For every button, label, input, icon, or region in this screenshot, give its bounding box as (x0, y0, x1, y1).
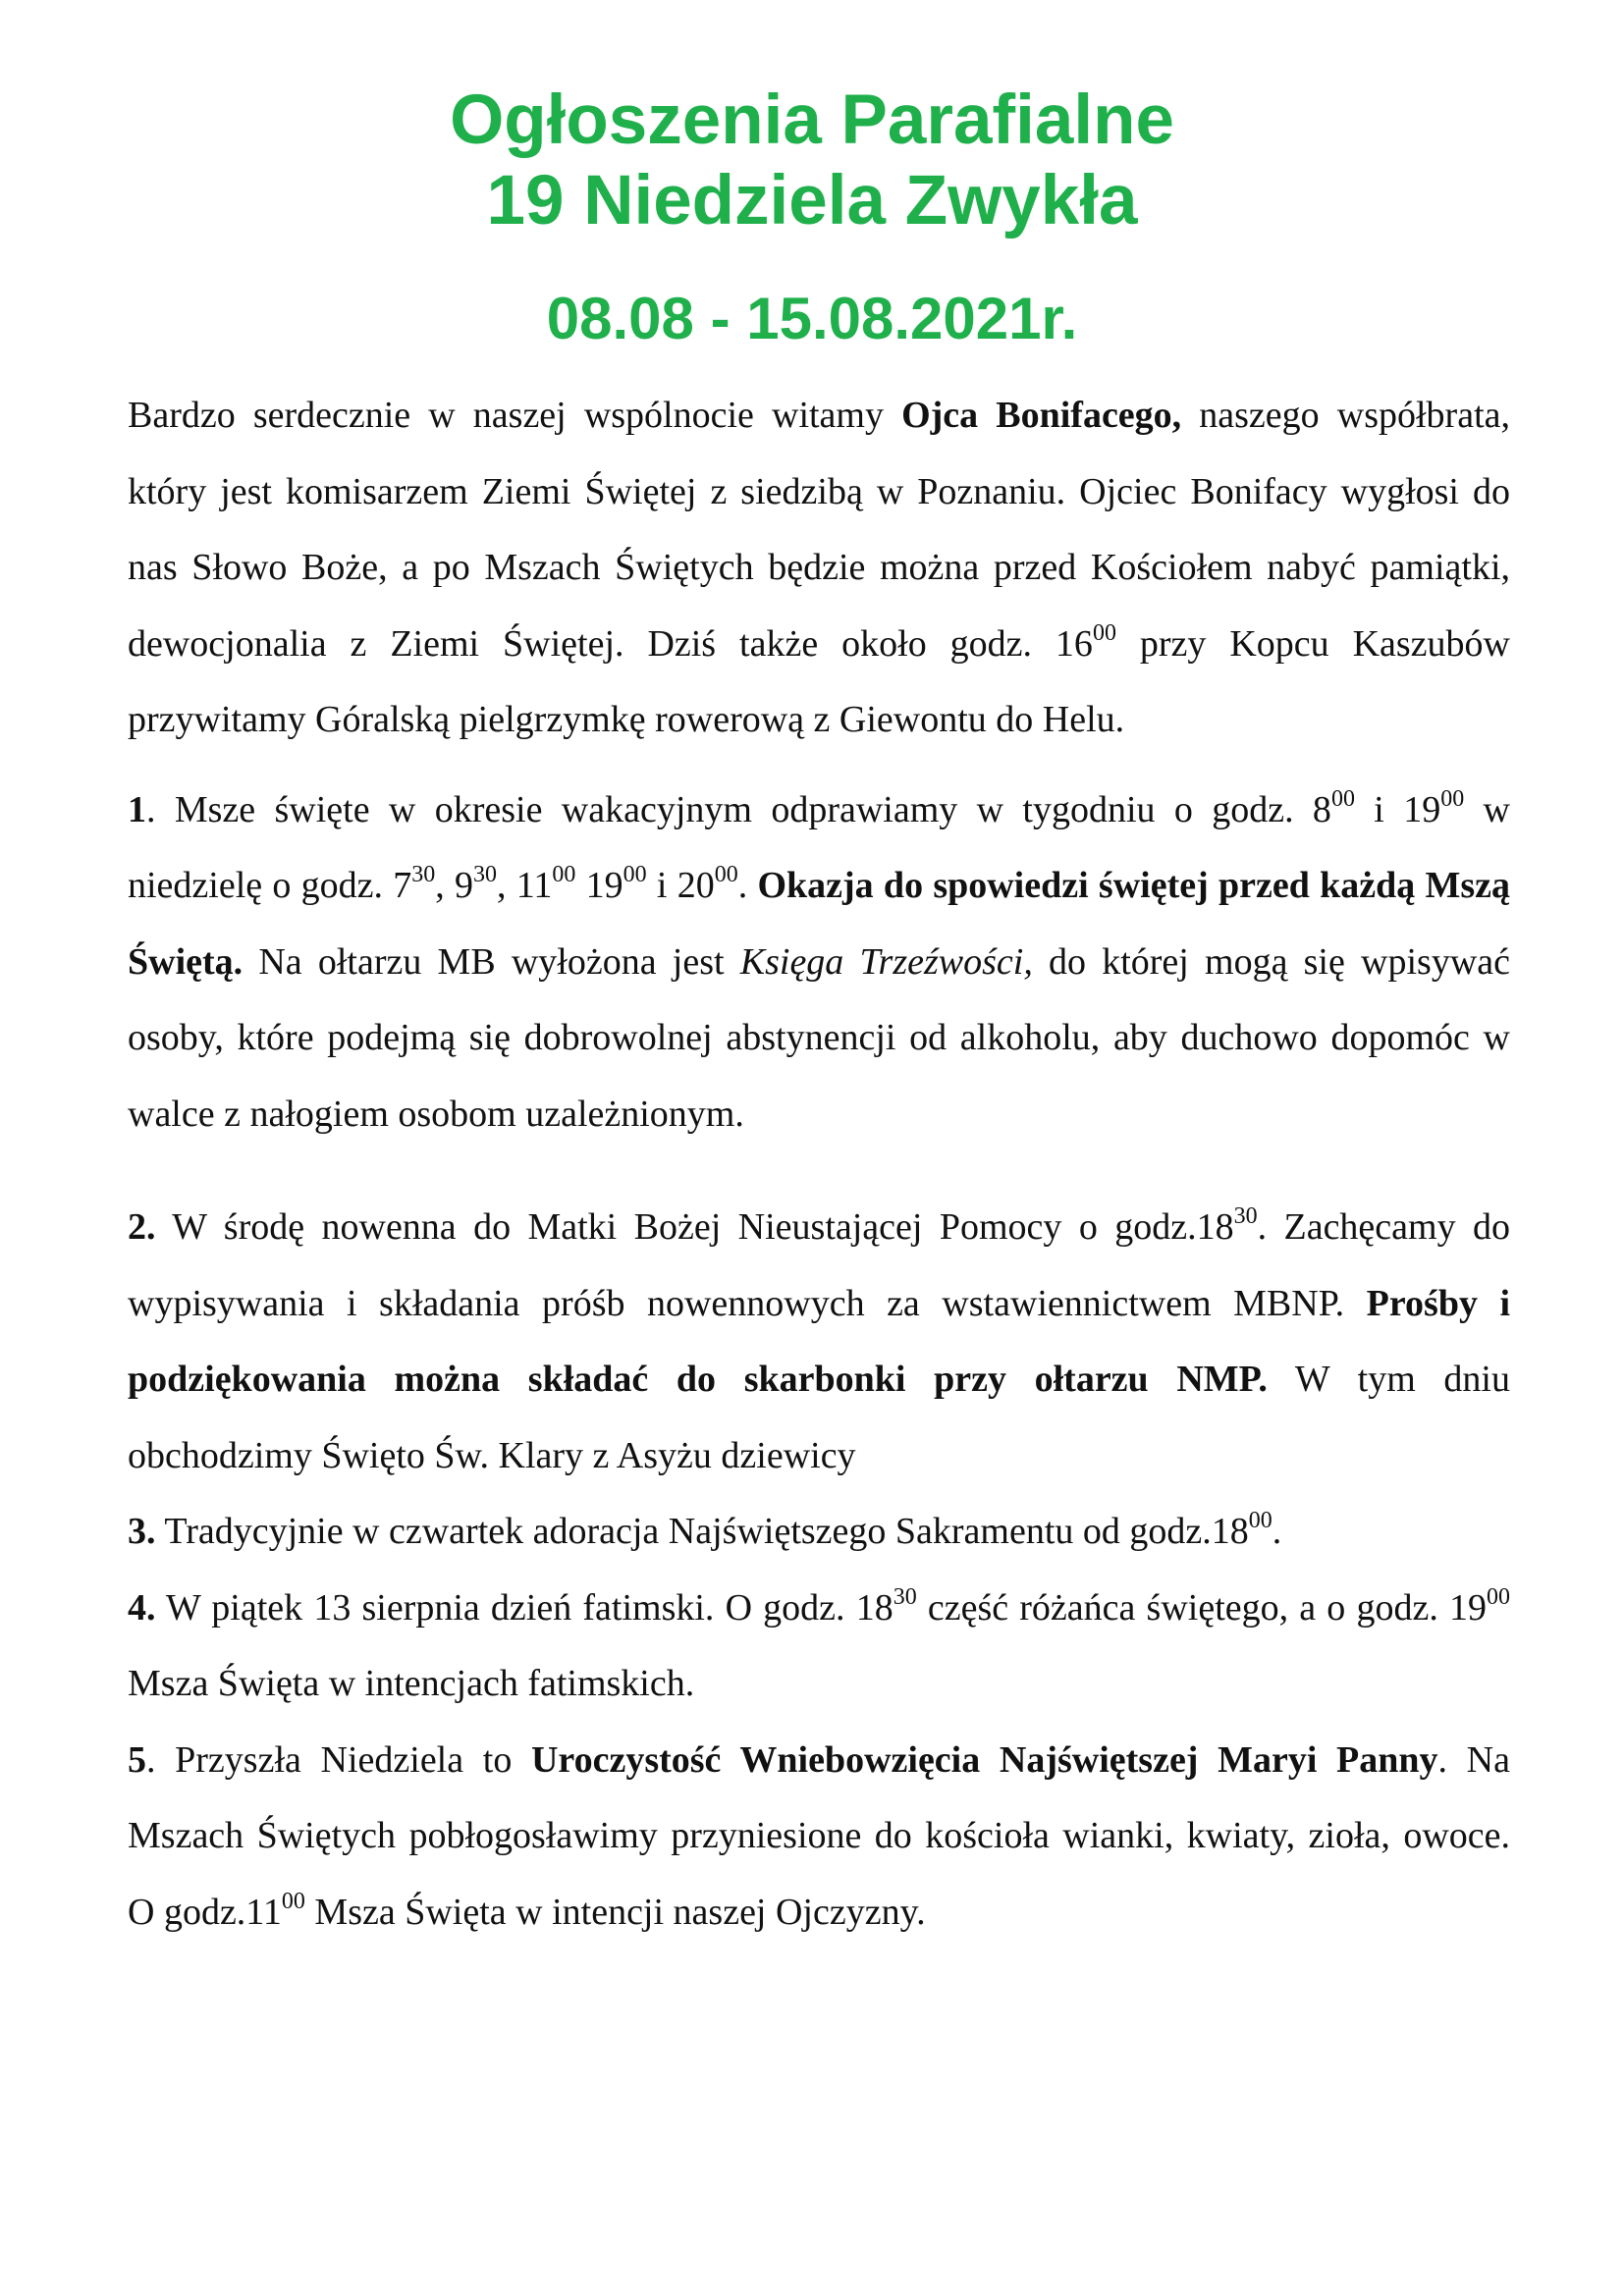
announcement-item-5: 5. Przyszła Niedziela to Uroczystość Wniebowzięcia Najświętszej Maryi Panny. Na Mszach Świętych pobłogosławimy przyniesione do kościoła wianki, kwiaty, zioła, owoce. O $godz.11^{00}$ Msza Święta w intencji naszej Ojczyzny. (128, 1738, 1510, 1933)
announcement-item-3: 3. Tradycyjnie w czwartek adoracja Najświętszego Sakramentu od $godz.18^{00}$. (128, 1508, 1282, 1552)
item-number: 3. (128, 1511, 156, 1552)
solemnity-name: Uroczystość Wniebowzięcia Najświętszej Maryi Panny (530, 1738, 1438, 1781)
title-line-2: 19 Niedziela Zwykła (486, 162, 1138, 240)
page-title (0, 80, 1624, 241)
item-number: 4. (128, 1586, 156, 1629)
item-number: 2. (128, 1206, 156, 1248)
announcement-body (128, 378, 1510, 1950)
announcement-item-2: 2. W środę nowenna do Matki Bożej Nieustającej Pomocy o $godz.18^{30}$. Zachęcamy do wypisywania i składania próśb nowennowych za wstawiennictwem MBNP. Prośby i podziękowania można składać do skarbonki przy ołtarzu NMP. W tym dniu obchodzimy Święto Św. Klary z Asyżu dziewicy (128, 1203, 1510, 1476)
book-title: Księga Trzeźwości, (739, 940, 1033, 983)
date-range: 08.08 - 15.08.2021r. (546, 286, 1078, 351)
item-number: 5 (128, 1738, 146, 1781)
confession-note: Okazja do spowiedzi świętej przed każdą Mszą Świętą. (128, 865, 1511, 983)
guest-name: Ojca Bonifacego, (901, 395, 1182, 436)
announcement-item-4: 4. W piątek 13 sierpnia dzień fatimski. O godz. $18^{30}$ część różańca świętego, a o godz. $19^{00}$ Msza Święta w intencjach fatimskich. (128, 1583, 1510, 1704)
title-line-1: Ogłoszenia Parafialne (450, 81, 1174, 159)
requests-note: Prośby i podziękowania można składać do skarbonki przy ołtarzu NMP. (128, 1282, 1510, 1400)
announcement-item-1: 1. Msze święte w okresie wakacyjnym odprawiamy w tygodniu o godz. $8^{00}$ i $19^{00}$ w niedzielę o godz. $7^{30}$, $9^{30}$, $11^{00}$ $19^{00}$ i $20^{00}$. Okazja do spowiedzi świętej przed każdą Mszą Świętą. Na ołtarzu MB wyłożona jest Księga Trzeźwości, do której mogą się wpisywać osoby, które podejmą się dobrowolnej abstynencji od alkoholu, aby duchowo dopomóc w walce z nałogiem osobom uzależnionym. (128, 785, 1511, 1135)
intro-paragraph: Bardzo serdecznie w naszej wspólnocie witamy Ojca Bonifacego, naszego współbrata, który jest komisarzem Ziemi Świętej z siedzibą w Poznaniu. Ojciec Bonifacy wygłosi do nas Słowo Boże, a po Mszach Świętych będzie można przed Kościołem nabyć pamiątki, dewocjonalia z Ziemi Świętej. Dziś także około godz. $16^{00}$ przy Kopcu Kaszubów przywitamy Góralską pielgrzymkę rowerową z Giewontu do Helu. (128, 395, 1510, 740)
item-number: 1 (128, 788, 146, 830)
